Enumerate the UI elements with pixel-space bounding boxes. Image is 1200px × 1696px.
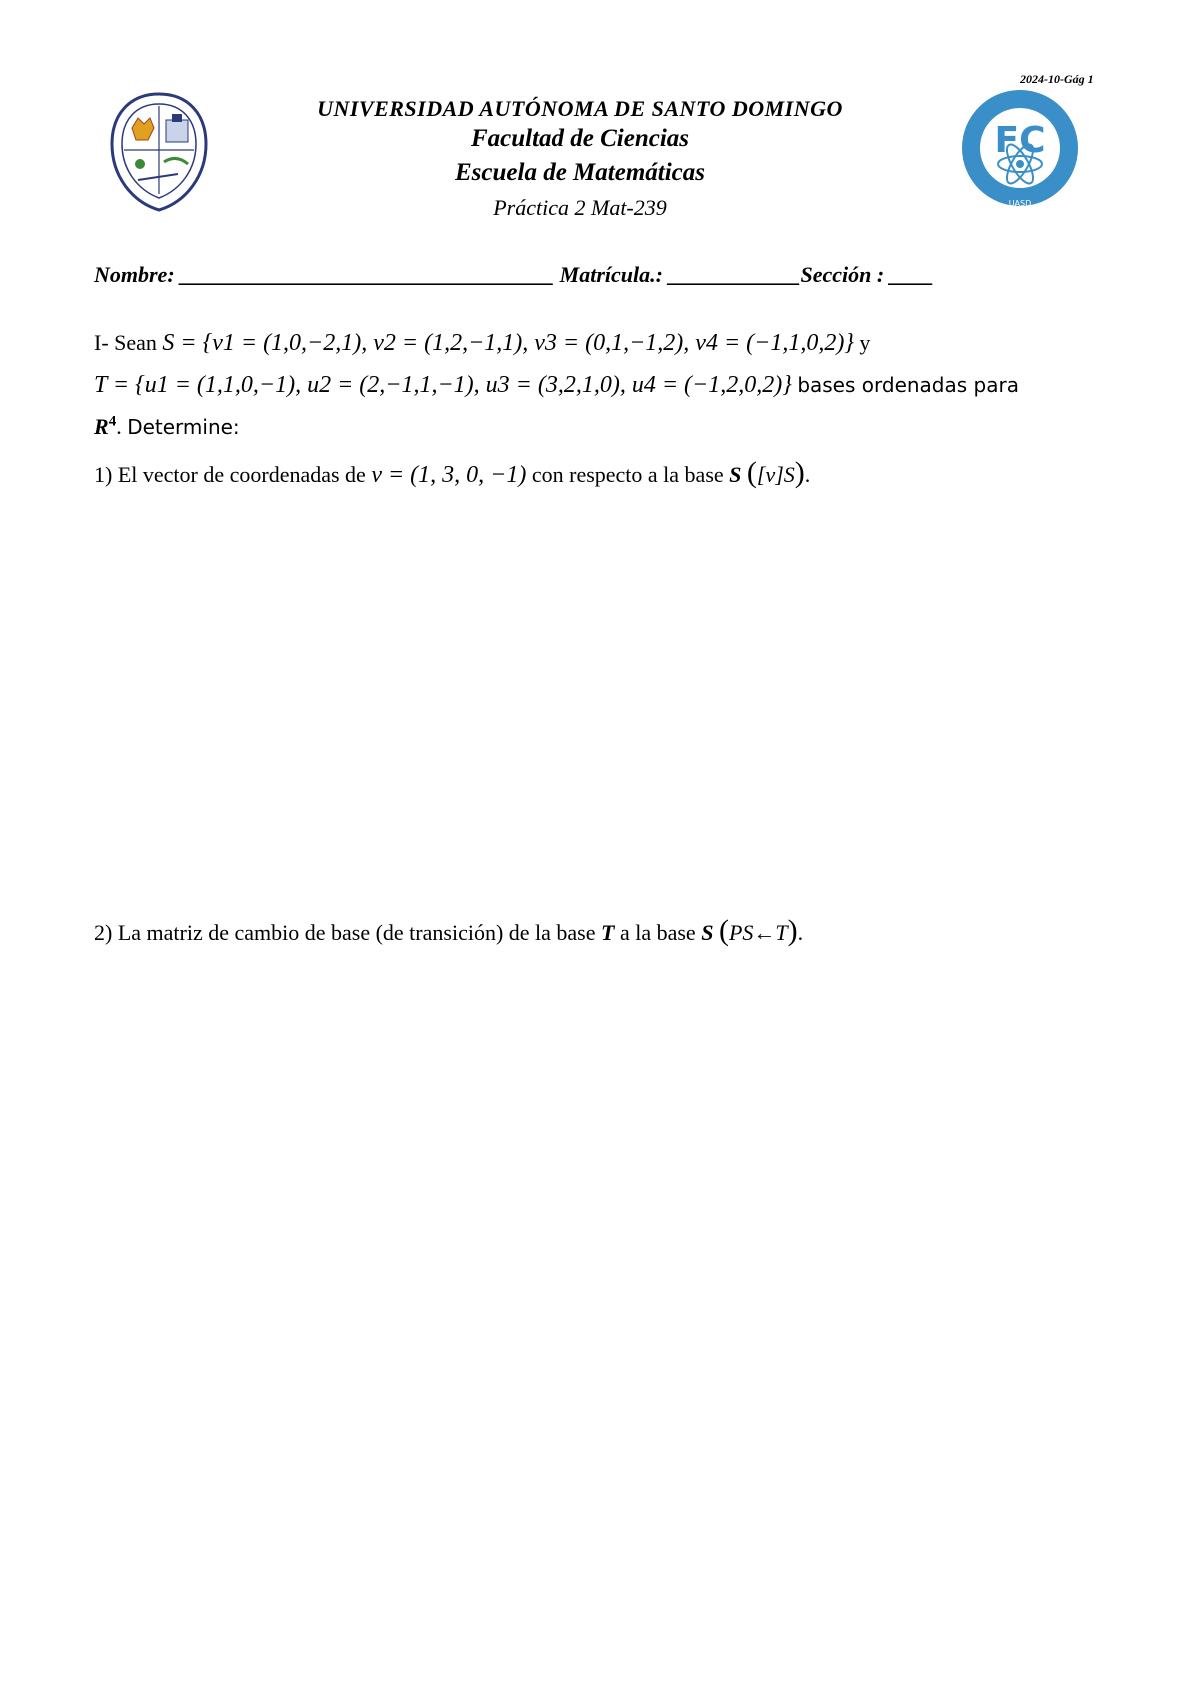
intro-prefix: I- Sean	[94, 330, 157, 355]
determine-text: Determine:	[127, 415, 240, 439]
bases-text: bases ordenadas para	[797, 373, 1019, 397]
q1-vector: v = (1, 3, 0, −1)	[371, 462, 527, 488]
q2-middle: a la base	[619, 920, 696, 945]
name-label: Nombre:	[94, 262, 175, 287]
problem-line-1	[94, 322, 1134, 364]
id-field[interactable]: ____________	[668, 262, 801, 287]
q2-transition-symbol: PS←T	[728, 920, 788, 945]
name-field[interactable]: __________________________________	[180, 262, 555, 287]
document-date: 2024-10-Gág 1	[1020, 72, 1094, 86]
section-label: Sección :	[800, 262, 885, 287]
section-field[interactable]: ____	[889, 262, 934, 287]
q2-from-base: T	[601, 920, 615, 945]
school-name: Escuela de Matemáticas	[455, 159, 705, 186]
q1-prefix: 1) El vector de coordenadas de	[94, 462, 366, 487]
space-exponent: 4	[108, 413, 117, 430]
space-symbol: R	[94, 414, 109, 439]
question-1: 1) El vector de coordenadas de v = (1, 3, 0, −1) con respecto a la base S ([v]S).	[94, 456, 811, 489]
basis-S-definition: S = {v1 = (1,0,−2,1), v2 = (1,2,−1,1), v3 = (0,1,−1,2), v4 = (−1,1,0,2)}	[162, 330, 854, 356]
basis-T-definition: T = {u1 = (1,1,0,−1), u2 = (2,−1,1,−1), u3 = (3,2,1,0), u4 = (−1,2,0,2)}	[94, 372, 792, 398]
conjunction: y	[859, 330, 871, 355]
q1-base: S	[729, 462, 742, 487]
faculty-logo-uasd: UASD	[1008, 199, 1032, 208]
q2-prefix: 2) La matriz de cambio de base (de transición) de la base	[94, 920, 596, 945]
problem-line-2	[94, 364, 1134, 406]
q1-coordinate-symbol: [v]S	[756, 462, 795, 487]
faculty-name: Facultad de Ciencias	[470, 125, 690, 152]
problem-line-3: $R^4$. Determine:	[94, 413, 240, 439]
practice-title: Práctica 2 Mat-239	[493, 195, 667, 220]
id-label: Matrícula.:	[559, 262, 663, 287]
q2-to-base: S	[701, 920, 714, 945]
student-info-line	[94, 262, 1114, 288]
question-2: 2) La matriz de cambio de base (de transición) de la base T a la base S (PS←T).	[94, 914, 804, 947]
faculty-logo	[958, 86, 1082, 216]
q1-middle: con respecto a la base	[531, 462, 724, 487]
problem-statement	[94, 322, 1134, 448]
faculty-logo-initials: FC	[994, 120, 1046, 161]
university-seal-logo	[108, 90, 210, 214]
university-name: UNIVERSIDAD AUTÓNOMA DE SANTO DOMINGO	[317, 96, 843, 121]
